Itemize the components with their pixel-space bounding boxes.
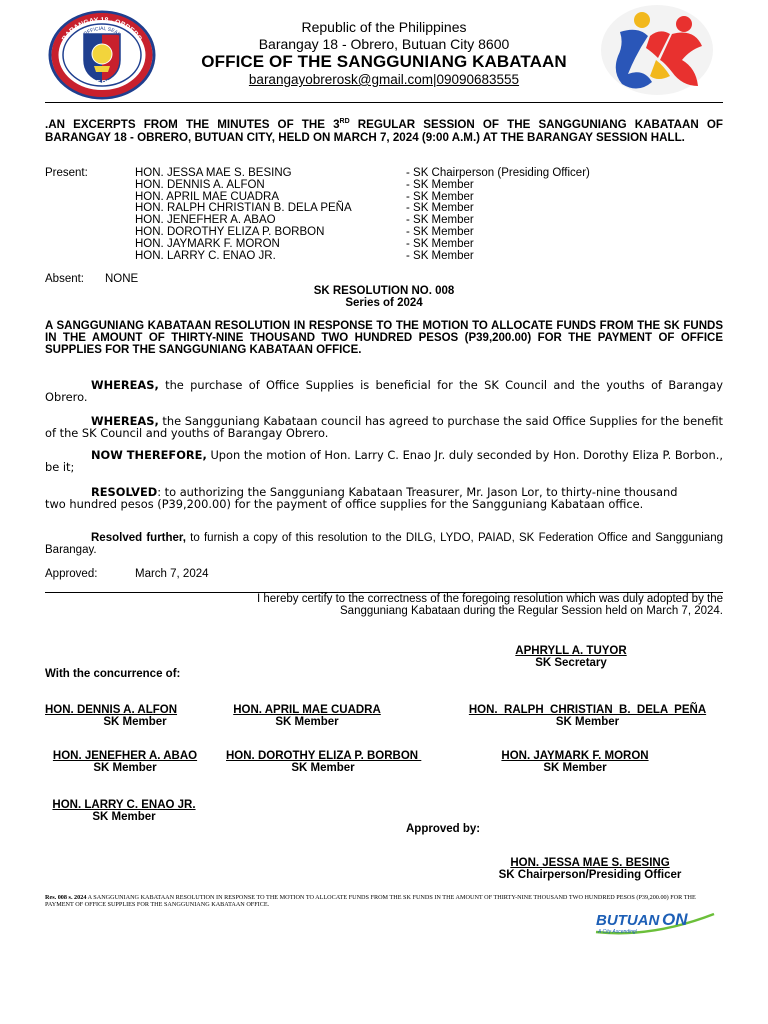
secretary-name: APHRYLL A. TUYOR <box>515 645 627 657</box>
member-name: HON. DOROTHY ELIZA P. BORBON <box>135 225 325 238</box>
attendance-label-cell <box>45 227 135 239</box>
footnote-text: A SANGGUNIANG KABATAAN RESOLUTION IN RESPONSE TO THE MOTION TO ALLOCATE FUNDS FROM THE SK FUNDS IN THE AMOUNT OF THIRTY-NINE THOUSAND TWO HUNDRED PESOS (P39,200.00) FOR THE PAYMENT OF OFFICE SUPPLIES FOR THE SANGGUNIANG KABATAAN OFFICE. <box>45 894 696 908</box>
signatory-borbon <box>226 750 420 774</box>
signatory-name: HON. LARRY C. ENAO JR. <box>52 799 196 811</box>
member-name: HON. JENEFHER A. ABAO <box>135 214 276 227</box>
attendance-label-cell: Present: <box>45 167 88 179</box>
whereas-paragraph-2 <box>45 415 723 439</box>
member-role: - SK Member <box>406 249 474 262</box>
resolved-paragraph <box>45 486 693 510</box>
member-name: HON. JAYMARK F. MORON <box>135 237 280 250</box>
member-role: - SK Member <box>406 178 474 191</box>
resolved-text: : to authorizing the Sangguniang Kabataan Treasurer, Mr. Jason Lor, to thirty-nine thousand two hundred pesos (P39,200.00) for the payment of office supplies for the Sangguniang Kabataan office. <box>45 485 678 511</box>
footnote-ref: Res. 008 s. 2024 <box>45 894 87 901</box>
signatory-cuadra <box>226 704 388 728</box>
attendance-label-cell <box>45 215 135 227</box>
whereas-lead-2: WHEREAS, <box>91 414 159 428</box>
certification-text: I hereby certify to the correctness of the foregoing resolution which was duly adopted by the Sangguniang Kabataan during the Regular Session held on March 7, 2024. <box>256 593 723 617</box>
attendance-label-cell <box>45 180 135 192</box>
whereas-lead-1: WHEREAS, <box>91 378 159 392</box>
approved-by-label: Approved by: <box>406 823 481 835</box>
attendance-label-cell <box>45 251 135 263</box>
butuan-tagline: A City Ascending! <box>598 929 638 935</box>
resolved-further-lead: Resolved further, <box>91 532 186 544</box>
chairperson-title: SK Chairperson/Presiding Officer <box>498 869 682 881</box>
absent-value: NONE <box>105 273 139 285</box>
whereas-text-1: the purchase of Office Supplies is beneficial for the SK Council and the youths of Barangay Obrero. <box>45 378 723 404</box>
signatory-moron <box>490 750 660 774</box>
approved-label: Approved: <box>45 568 98 580</box>
member-role: - SK Member <box>406 214 474 227</box>
attendance-row <box>45 203 590 215</box>
signatory-alfon <box>45 704 225 728</box>
attendance-row <box>45 168 590 180</box>
chairperson-signature <box>470 857 710 881</box>
attendance-label-cell <box>45 203 135 215</box>
member-role: - SK Chairperson (Presiding Officer) <box>406 167 590 179</box>
now-therefore-paragraph <box>45 449 723 473</box>
seal-inner-text: OFFICIAL SEAL <box>82 25 122 38</box>
whereas-text-2: the Sangguniang Kabataan council has agreed to purchase the said Office Supplies for the benefit of the SK Council and youths of Barangay Obrero. <box>45 414 723 440</box>
signatory-dela-pena <box>452 704 723 728</box>
resolved-lead: RESOLVED <box>91 485 158 499</box>
resolution-series: Series of 2024 <box>345 297 423 309</box>
excerpt-text-1: .AN EXCERPTS FROM THE MINUTES OF THE 3 <box>45 118 340 131</box>
signatory-title: SK Member <box>92 811 156 823</box>
attendance-label-cell <box>45 192 135 204</box>
member-role: - SK Member <box>406 190 474 203</box>
attendance-label-cell <box>45 239 135 251</box>
sk-logo <box>598 2 716 98</box>
absent-label: Absent: <box>45 273 84 285</box>
member-role: - SK Member <box>406 237 474 250</box>
now-therefore-lead: NOW THEREFORE, <box>91 448 207 462</box>
excerpt-text-2: REGULAR SESSION OF THE SANGGUNIANG KABATAAN OF BARANGAY 18 - OBRERO, BUTUAN CITY, HELD ON MARCH 7, 2024 (9:00 A.M.) AT THE BARANGAY SESSION HALL. <box>45 118 723 144</box>
approved-date: March 7, 2024 <box>135 568 209 580</box>
member-name: HON. DENNIS A. ALFON <box>135 178 265 191</box>
resolution-title: A SANGGUNIANG KABATAAN RESOLUTION IN RESPONSE TO THE MOTION TO ALLOCATE FUNDS FROM THE SK FUNDS IN THE AMOUNT OF THIRTY-NINE THOUSAND TWO HUNDRED PESOS (P39,200.00) FOR THE PAYMENT OF OFFICE SUPPLIES FOR THE SANGGUNIANG KABATAAN OFFICE. <box>45 320 723 356</box>
attendance-row <box>45 180 590 192</box>
member-role: - SK Member <box>406 202 474 215</box>
signatory-name: HON. JAYMARK F. MORON <box>501 750 649 762</box>
butuan-on-logo <box>592 906 720 938</box>
contact-line[interactable]: barangayobrerosk@gmail.com|09090683555 <box>248 72 520 87</box>
attendance-row <box>45 251 590 263</box>
member-name: HON. APRIL MAE CUADRA <box>135 190 279 203</box>
resolution-number: SK RESOLUTION NO. 008 <box>313 285 455 297</box>
chairperson-name: HON. JESSA MAE S. BESING <box>510 857 670 869</box>
butuan-word: BUTUAN <box>596 912 660 929</box>
signatory-title: SK Member <box>291 762 355 774</box>
signatory-name: HON. RALPH CHRISTIAN B. DELA PEÑA <box>468 704 707 716</box>
attendance-row <box>45 239 590 251</box>
signatory-name: HON. DENNIS A. ALFON <box>45 704 178 716</box>
member-name: HON. RALPH CHRISTIAN B. DELA PEÑA <box>135 202 352 215</box>
signatory-title: SK Member <box>275 716 339 728</box>
barangay-address: Barangay 18 - Obrero, Butuan City 8600 <box>258 36 510 52</box>
member-name: HON. JESSA MAE S. BESING <box>135 167 292 179</box>
resolved-further-text: to furnish a copy of this resolution to the DILG, LYDO, PAIAD, SK Federation Office and Sangguniang Barangay. <box>45 532 723 556</box>
signatory-name: HON. JENEFHER A. ABAO <box>52 750 198 762</box>
member-role: - SK Member <box>406 225 474 238</box>
signatory-enao <box>45 799 203 823</box>
member-name: HON. LARRY C. ENAO JR. <box>135 249 276 262</box>
now-therefore-text: Upon the motion of Hon. Larry C. Enao Jr. duly seconded by Hon. Dorothy Eliza P. Borbon., be it; <box>45 448 723 474</box>
barangay-seal <box>48 10 156 100</box>
signatory-name: HON. APRIL MAE CUADRA <box>233 704 381 716</box>
secretary-title: SK Secretary <box>535 657 607 669</box>
concurrence-label: With the concurrence of: <box>45 668 181 680</box>
seal-top-text: BARANGAY 18 - OBRERO <box>61 16 143 43</box>
signatory-title: SK Member <box>555 716 620 728</box>
header-rule <box>45 102 723 103</box>
on-word: ON <box>662 910 688 929</box>
signatory-title: SK Member <box>103 716 167 728</box>
signatory-title: SK Member <box>543 762 607 774</box>
resolved-further-paragraph <box>45 532 723 556</box>
secretary-signature <box>470 645 672 669</box>
republic-line: Republic of the Philippines <box>301 19 467 35</box>
signatory-abao <box>45 750 205 774</box>
attendance-row <box>45 227 590 239</box>
excerpt-heading <box>45 118 723 144</box>
excerpt-sup: RD <box>339 118 350 126</box>
whereas-paragraph-1 <box>45 379 723 403</box>
seal-bottom-text: CITY OF BUTUAN <box>73 71 131 88</box>
attendance-table <box>45 168 590 262</box>
signatory-name: HON. DOROTHY ELIZA P. BORBON <box>226 750 422 762</box>
signatory-title: SK Member <box>93 762 157 774</box>
office-title: OFFICE OF THE SANGGUNIANG KABATAAN <box>201 52 567 71</box>
